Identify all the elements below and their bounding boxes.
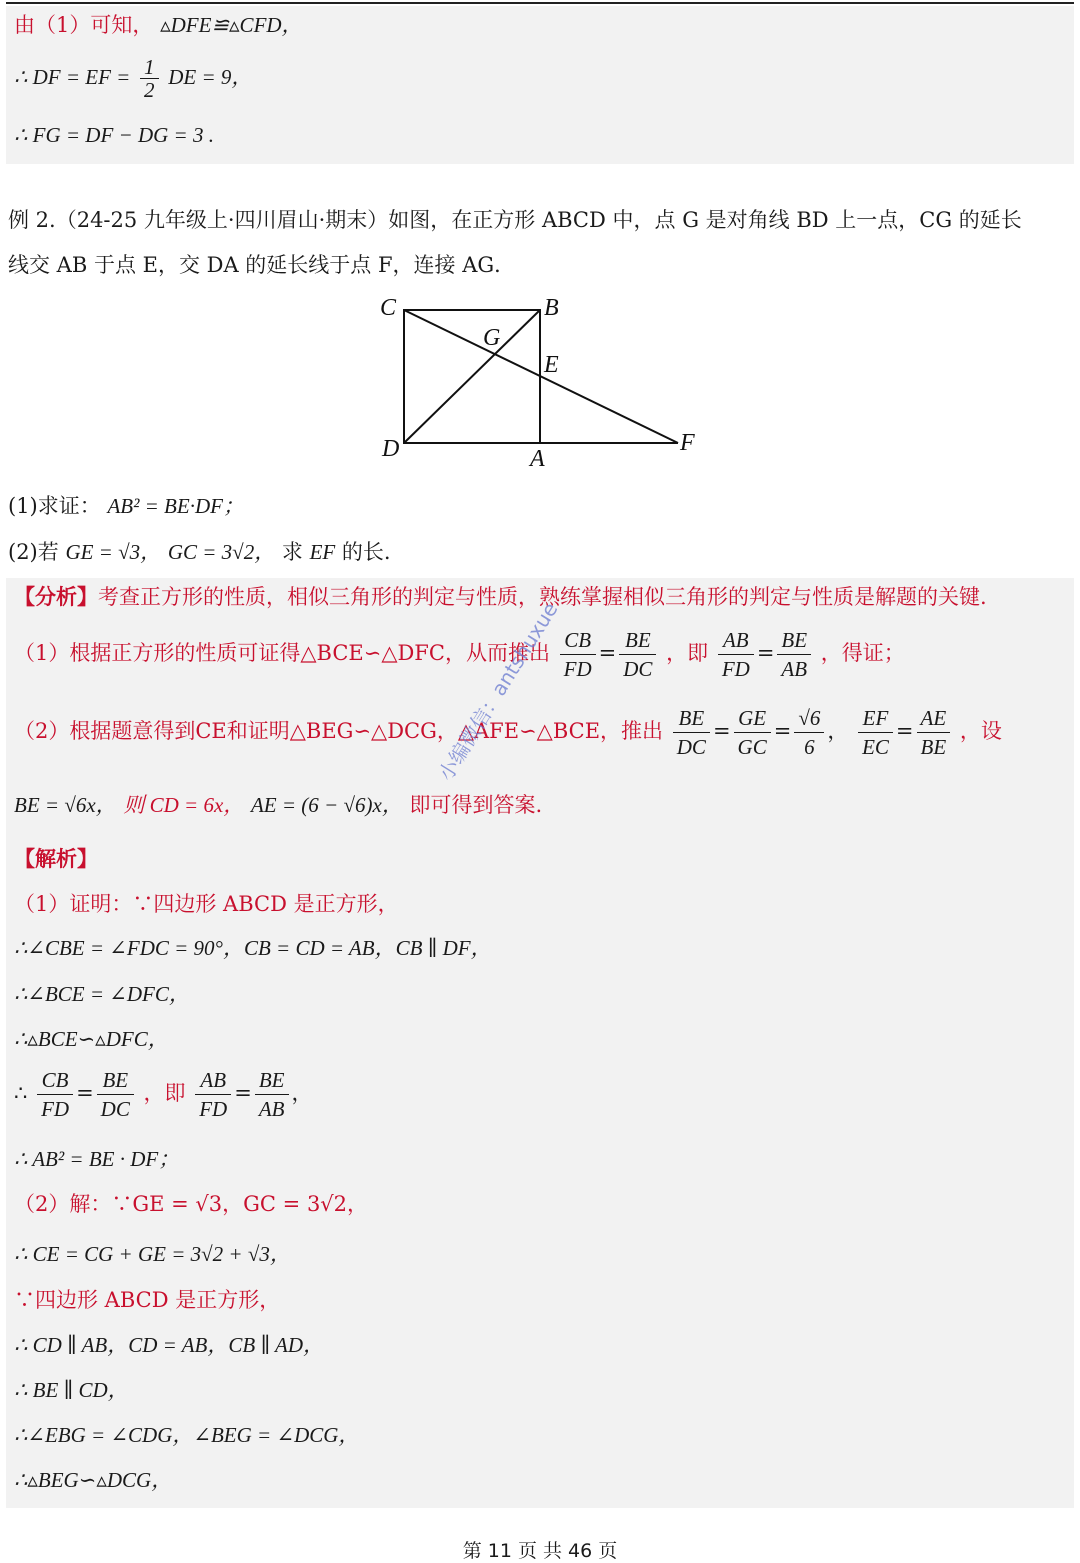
solution-line-11: ∴ BE ∥ CD， bbox=[14, 1378, 129, 1402]
frac-den: AB bbox=[258, 1097, 285, 1121]
question-1-prefix: (1)求证： bbox=[8, 494, 101, 518]
fraction-one-half bbox=[140, 56, 159, 101]
frac-den: FD bbox=[721, 657, 750, 681]
solution-line-10: ∴ CD ∥ AB，CD = AB，CB ∥ AD， bbox=[14, 1333, 325, 1357]
frac-cb-fd bbox=[37, 1066, 73, 1123]
part-a-line-2-pre: ∴ DF = EF = bbox=[14, 65, 131, 89]
frac-num: GE bbox=[734, 704, 771, 733]
example-line-1: 例 2.（24-25 九年级上·四川眉山·期末）如图，在正方形 ABCD 中，点 G 是对角线 BD 上一点，CG 的延长 bbox=[8, 208, 1022, 232]
analysis-p2: （2）根据题意得到CE和证明△BEG∽△DCG，△AFE∽△BCE，推出 $\frac{BE}{DC}$ = $\frac{GE}{GC}$ = $\frac{√6}{6}$ ， $\frac{EF}{EC}$ = $\frac{AE}{BE}$ ，设 bbox=[14, 706, 1002, 759]
frac-den: BE bbox=[920, 735, 947, 759]
solution-line-6: ∴ AB² = BE · DF； bbox=[14, 1147, 180, 1171]
analysis-p2-end: ，设 bbox=[959, 719, 1002, 743]
top-rule bbox=[6, 2, 1074, 4]
analysis-p3 bbox=[14, 790, 542, 820]
analysis-p3-cd: 则 CD = 6x， bbox=[123, 793, 245, 817]
label-g: G bbox=[483, 325, 501, 351]
frac-num: BE bbox=[777, 626, 811, 655]
geometry-figure bbox=[370, 290, 710, 475]
frac-ab-fd bbox=[718, 626, 754, 683]
part-a-line-2-post: DE = 9， bbox=[168, 65, 253, 89]
question-2-end: 的长. bbox=[341, 540, 391, 564]
analysis-panel bbox=[6, 578, 1074, 1508]
solution-tag: 【解析】 bbox=[14, 846, 98, 871]
label-b: B bbox=[544, 295, 559, 321]
analysis-p1-mid: ，即 bbox=[666, 641, 709, 665]
frac-be-dc bbox=[97, 1066, 134, 1123]
analysis-p2-text: （2）根据题意得到CE和证明△BEG∽△DCG，△AFE∽△BCE，推出 bbox=[14, 719, 664, 743]
part-a-line-2 bbox=[14, 56, 252, 101]
part-a-line-1 bbox=[14, 10, 303, 40]
solution-line-12: ∴∠EBG = ∠CDG，∠BEG = ∠DCG， bbox=[14, 1423, 360, 1447]
solution-line-5-mid: ，即 bbox=[143, 1081, 186, 1105]
frac-num: EF bbox=[858, 704, 893, 733]
frac-root6-6 bbox=[794, 704, 824, 761]
analysis-p3-end: 即可得到答案. bbox=[409, 793, 543, 817]
question-2-tail: 求 bbox=[281, 540, 303, 564]
frac-den: AB bbox=[781, 657, 808, 681]
example-line-2: 线交 AB 于点 E，交 DA 的延长线于点 F，连接 AG． bbox=[8, 253, 516, 277]
part-a-line-1-text: 由（1）可知， bbox=[14, 13, 154, 37]
question-1-math: AB² = BE·DF； bbox=[107, 494, 244, 518]
solution-line-7: （2）解：∵GE = √3，GC = 3√2， bbox=[14, 1192, 369, 1216]
frac-num: √6 bbox=[794, 704, 824, 733]
frac-num: AB bbox=[718, 626, 754, 655]
frac-den: DC bbox=[676, 735, 706, 759]
page-footer: 第 11 页 共 46 页 bbox=[462, 1540, 618, 1562]
question-2-gc: GC = 3√2， bbox=[167, 540, 276, 564]
solution-line-9: ∵四边形 ABCD 是正方形， bbox=[14, 1288, 281, 1312]
analysis-p1-end: ，得证； bbox=[820, 641, 905, 665]
therefore-symbol: ∴ bbox=[14, 1081, 28, 1105]
frac-ae-be bbox=[917, 704, 951, 761]
previous-solution-panel bbox=[6, 6, 1074, 164]
label-a: A bbox=[530, 446, 545, 472]
label-f: F bbox=[680, 430, 695, 456]
frac-num: BE bbox=[255, 1066, 289, 1095]
solution-line-5-end: ， bbox=[291, 1081, 313, 1105]
frac-den: FD bbox=[199, 1097, 228, 1121]
part-a-line-3: ∴ FG = DF − DG = 3 . bbox=[14, 123, 214, 147]
solution-line-8: ∴ CE = CG + GE = 3√2 + √3， bbox=[14, 1242, 291, 1266]
frac-num: BE bbox=[619, 626, 656, 655]
question-1 bbox=[8, 490, 244, 522]
analysis-p1: （1）根据正方形的性质可证得△BCE∽△DFC，从而推出 $\frac{CB}{FD}$ = $\frac{BE}{DC}$ ，即 $\frac{AB}{FD}$ = $\frac{BE}{AB}$ ，得证； bbox=[14, 628, 905, 681]
analysis-head bbox=[14, 582, 987, 612]
frac-den: FD bbox=[41, 1097, 70, 1121]
frac-be-dc bbox=[673, 704, 710, 761]
frac-num: CB bbox=[560, 626, 596, 655]
analysis-p3-ae: AE = (6 − √6)x， bbox=[250, 793, 403, 817]
frac-den: DC bbox=[623, 657, 653, 681]
frac-ef-ec bbox=[858, 704, 893, 761]
frac-be-dc bbox=[619, 626, 656, 683]
frac-be-ab bbox=[255, 1066, 289, 1123]
question-2-ge: GE = √3， bbox=[65, 540, 162, 564]
question-2-ef: EF bbox=[309, 540, 336, 564]
label-d: D bbox=[382, 436, 400, 462]
frac-num: CB bbox=[37, 1066, 73, 1095]
solution-line-5: ∴ $\frac{CB}{FD}$ = $\frac{BE}{DC}$ ，即 $\frac{AB}{FD}$ = $\frac{BE}{AB}$ ， bbox=[14, 1068, 313, 1121]
analysis-text: 考查正方形的性质，相似三角形的判定与性质，熟练掌握相似三角形的判定与性质是解题的关键. bbox=[98, 585, 987, 609]
frac-num: 1 bbox=[140, 56, 159, 79]
analysis-p1-text: （1）根据正方形的性质可证得△BCE∽△DFC，从而推出 bbox=[14, 641, 550, 665]
frac-den: DC bbox=[100, 1097, 130, 1121]
frac-num: AB bbox=[195, 1066, 231, 1095]
frac-num: BE bbox=[673, 704, 710, 733]
frac-num: BE bbox=[97, 1066, 134, 1095]
question-2 bbox=[8, 536, 391, 568]
label-e: E bbox=[544, 352, 559, 378]
frac-den: EC bbox=[862, 735, 889, 759]
solution-line-4: ∴▵BCE∽▵DFC， bbox=[14, 1027, 169, 1051]
frac-be-ab bbox=[777, 626, 811, 683]
frac-cb-fd bbox=[560, 626, 596, 683]
frac-den: FD bbox=[563, 657, 592, 681]
label-c: C bbox=[380, 295, 397, 321]
analysis-tag: 【分析】 bbox=[14, 584, 98, 609]
diagonal-bd bbox=[404, 310, 540, 443]
frac-den: 2 bbox=[144, 78, 155, 102]
part-a-line-1-math: ▵DFE≌▵CFD， bbox=[160, 13, 303, 37]
watermark: 小编微信：antshuxue bbox=[433, 597, 563, 785]
solution-line-3: ∴∠BCE = ∠DFC， bbox=[14, 982, 190, 1006]
question-2-prefix: (2)若 bbox=[8, 540, 59, 564]
frac-ge-gc bbox=[734, 704, 771, 761]
frac-ab-fd bbox=[195, 1066, 231, 1123]
frac-den: GC bbox=[737, 735, 767, 759]
frac-den: 6 bbox=[804, 735, 815, 759]
solution-line-13: ∴▵BEG∽▵DCG， bbox=[14, 1468, 173, 1492]
analysis-p3-be: BE = √6x， bbox=[14, 793, 117, 817]
solution-line-1: （1）证明：∵四边形 ABCD 是正方形， bbox=[14, 892, 399, 916]
frac-num: AE bbox=[917, 704, 951, 733]
solution-line-2: ∴∠CBE = ∠FDC = 90°，CB = CD = AB，CB ∥ DF， bbox=[14, 936, 492, 960]
